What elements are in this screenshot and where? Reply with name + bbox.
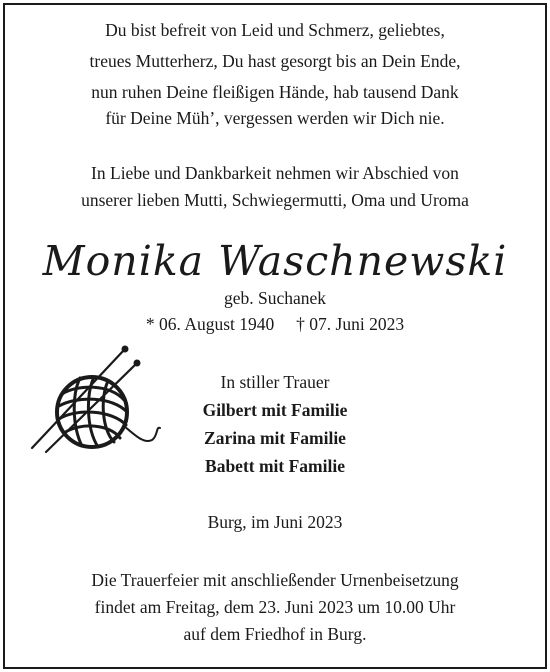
funeral-line-3: auf dem Friedhof in Burg. [183,624,367,644]
life-dates: * 06. August 1940 † 07. Juni 2023 [145,314,405,334]
deceased-name: Monika Waschnewski [42,237,508,285]
funeral-line-1: Die Trauerfeier mit anschließender Urnenbeisetzung [91,570,459,590]
place-date: Burg, im Juni 2023 [207,512,343,532]
mourners-heading: In stiller Trauer [220,372,330,392]
poem-line-3: nun ruhen Deine fleißigen Hände, hab tausend Dank [91,82,459,102]
maiden-name: geb. Suchanek [223,288,327,308]
intro-line-1: In Liebe und Dankbarkeit nehmen wir Abschied von [91,163,459,183]
mourner-family-2: Zarina mit Familie [204,428,346,448]
poem-line-2: treues Mutterherz, Du hast gesorgt bis an Dein Ende, [89,51,461,71]
intro-line-2: unserer lieben Mutti, Schwiegermutti, Oma und Uroma [81,190,469,210]
mourner-family-1: Gilbert mit Familie [202,400,348,420]
poem-line-4: für Deine Müh’, vergessen werden wir Dich nie. [105,108,445,128]
mourner-family-3: Babett mit Familie [205,456,345,476]
poem-line-1: Du bist befreit von Leid und Schmerz, geliebtes, [105,20,445,40]
funeral-line-2: findet am Freitag, dem 23. Juni 2023 um 10.00 Uhr [94,597,456,617]
